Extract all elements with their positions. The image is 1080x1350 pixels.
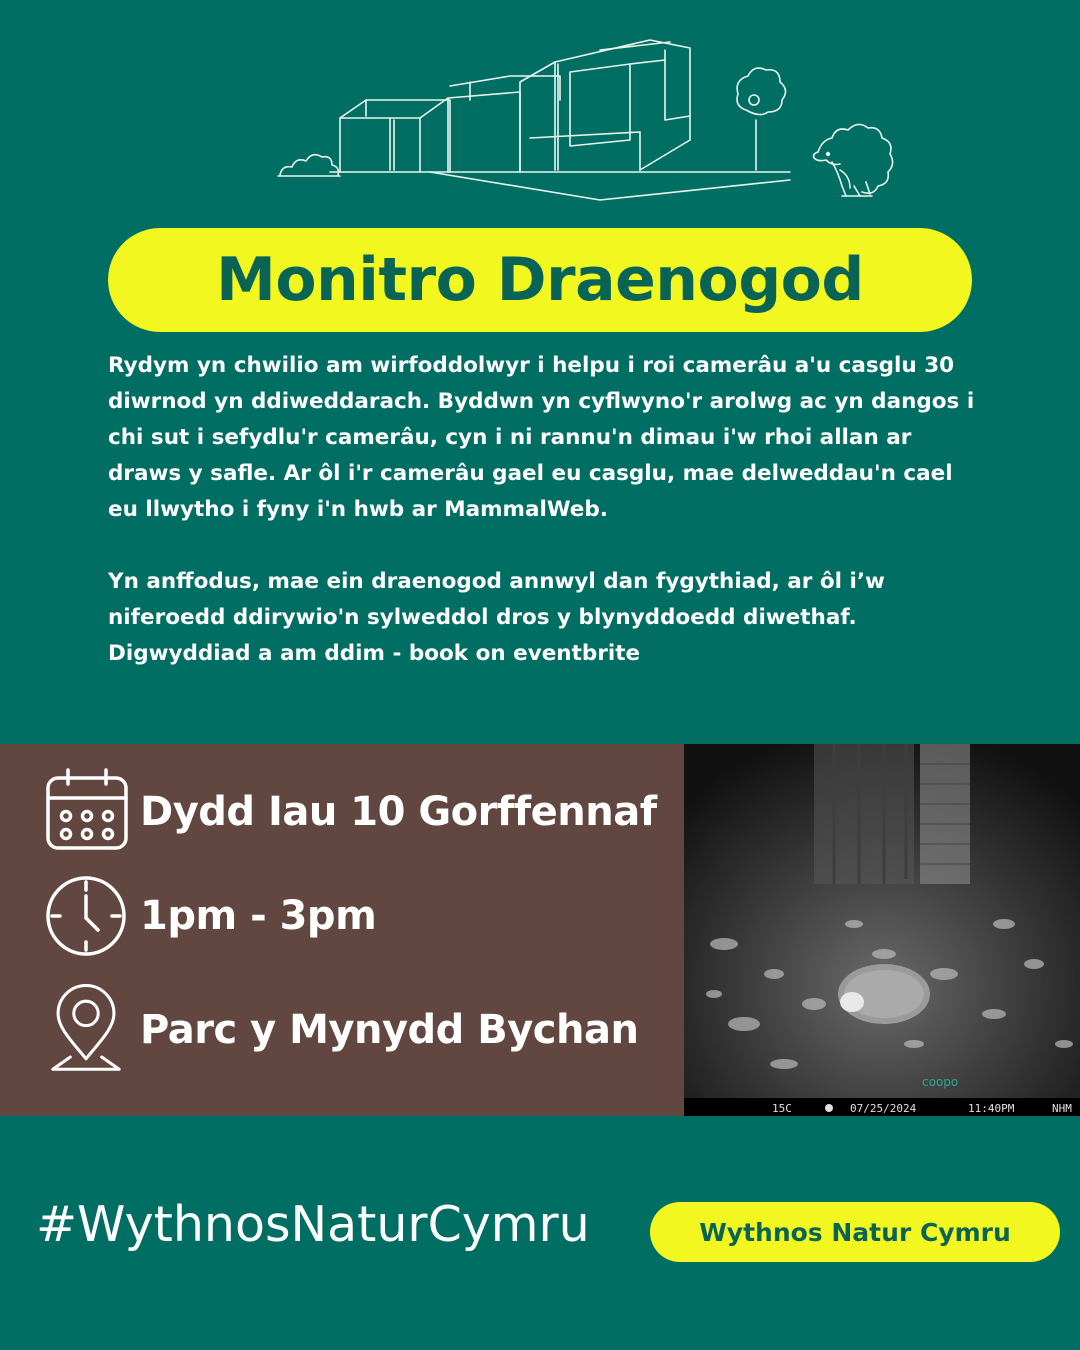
event-details-panel [0, 744, 684, 1116]
camera-tag: NHM [1052, 1102, 1072, 1115]
event-date: Dydd Iau 10 Gorffennaf [140, 789, 657, 835]
trail-camera-photo [684, 744, 1080, 1116]
footer-badge [650, 1202, 1060, 1262]
event-time-row [0, 868, 376, 964]
intro-text [108, 348, 988, 672]
location-pin-icon [38, 982, 134, 1078]
title-banner [108, 228, 972, 332]
intro-paragraph-2: Yn anffodus, mae ein draenogod annwyl dan fygythiad, ar ôl i’w niferoedd ddirywio'n sylweddol dros y blynyddoedd diwethaf. Digwyddiad a am ddim - book on eventbrite [108, 569, 885, 666]
camera-date: 07/25/2024 [850, 1102, 917, 1115]
intro-paragraph-1: Rydym yn chwilio am wirfoddolwyr i helpu i roi camerâu a'u casglu 30 diwrnod yn ddiweddarach. Byddwn yn cyflwyno'r arolwg ac yn dangos i chi sut i sefydlu'r camerâu, cyn i ni rannu'n dimau i'w rhoi allan ar draws y safle. Ar ôl i'r camerâu gael eu casglu, mae delweddau'n cael eu llwytho i fyny i'n hwb ar MammalWeb. [108, 353, 975, 522]
camera-temperature: 15C [772, 1102, 792, 1115]
building-hedgehog-illustration [270, 20, 910, 210]
event-location: Parc y Mynydd Bychan [140, 1007, 639, 1053]
camera-time: 11:40PM [968, 1102, 1015, 1115]
hashtag: #WythnosNaturCymru [36, 1196, 590, 1253]
event-date-row [0, 764, 657, 860]
event-time: 1pm - 3pm [140, 893, 377, 939]
calendar-icon [38, 764, 134, 860]
camera-watermark: coopo [922, 1075, 959, 1089]
footer-badge-label: Wythnos Natur Cymru [699, 1217, 1011, 1247]
page-title: Monitro Draenogod [216, 245, 864, 315]
event-location-row [0, 982, 638, 1078]
clock-icon [38, 868, 134, 964]
